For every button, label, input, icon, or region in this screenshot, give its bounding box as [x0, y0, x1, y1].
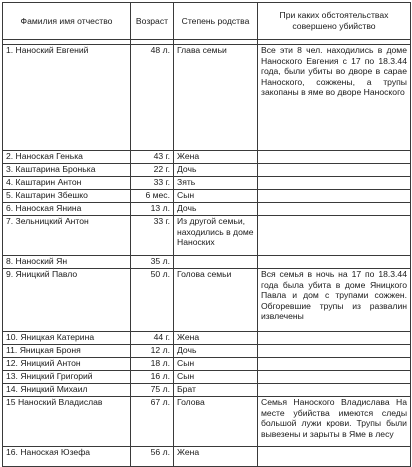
cell-circumstances — [258, 345, 411, 358]
cell-relation: Брат — [174, 384, 258, 397]
cell-age: 44 г. — [131, 332, 174, 345]
table-row — [3, 190, 411, 203]
table-row — [3, 45, 411, 151]
cell-relation: Жена — [174, 447, 258, 467]
table-row — [3, 151, 411, 164]
table-row — [3, 397, 411, 447]
table-row — [3, 216, 411, 256]
cell-circumstances — [258, 216, 411, 256]
cell-relation: Дочь — [174, 345, 258, 358]
cell-relation: Сын — [174, 371, 258, 384]
cell-circumstances: Вся семья в ночь на 17 по 18.3.44 года была убита в доме Яницкого Павла и дом с трупами сожжен. Обгоревшие трупы из развалин извлечены — [258, 269, 411, 332]
cell-relation: Голова семьи — [174, 269, 258, 332]
cell-name: 10. Яницкая Катерина — [3, 332, 131, 345]
cell-circumstances — [258, 332, 411, 345]
cell-name: 1. Наноский Евгений — [3, 45, 131, 151]
cell-circumstances — [258, 358, 411, 371]
cell-name: 7. Зельницкий Антон — [3, 216, 131, 256]
cell-name: 11. Яницкая Броня — [3, 345, 131, 358]
table-row — [3, 332, 411, 345]
table-row — [3, 447, 411, 467]
cell-name: 6. Наноская Янина — [3, 203, 131, 216]
cell-age: 16 л. — [131, 371, 174, 384]
cell-circumstances: Семья Наноского Владислава На месте убийства имеются следы большой лужи крови. Трупы были вывезены и зарыты в Яме в лесу — [258, 397, 411, 447]
cell-circumstances — [258, 190, 411, 203]
cell-circumstances — [258, 177, 411, 190]
table-row — [3, 384, 411, 397]
cell-relation: Из другой семьи, находились в доме Наноских — [174, 216, 258, 256]
cell-circumstances — [258, 384, 411, 397]
cell-circumstances — [258, 203, 411, 216]
header-name: Фамилия имя отчество — [3, 3, 131, 40]
cell-relation: Дочь — [174, 164, 258, 177]
cell-relation: Глава семьи — [174, 45, 258, 151]
cell-age: 33 г. — [131, 177, 174, 190]
cell-circumstances: Все эти 8 чел. находились в доме Наноского Евгения с 17 по 18.3.44 года, были убиты во дворе в сарае Наноского, сожжены, а трупы закопаны в яме во дворе Наноского — [258, 45, 411, 151]
cell-relation: Жена — [174, 151, 258, 164]
cell-relation: Жена — [174, 332, 258, 345]
cell-name: 12. Яницкий Антон — [3, 358, 131, 371]
table-row — [3, 269, 411, 332]
cell-circumstances — [258, 151, 411, 164]
header-age: Возраст — [131, 3, 174, 40]
cell-age: 18 л. — [131, 358, 174, 371]
cell-circumstances — [258, 371, 411, 384]
cell-age: 50 л. — [131, 269, 174, 332]
header-circumstances: При каких обстоятельствах совершено убийство — [258, 3, 411, 40]
cell-circumstances — [258, 447, 411, 467]
cell-circumstances — [258, 164, 411, 177]
cell-age: 13 л. — [131, 203, 174, 216]
cell-age: 6 мес. — [131, 190, 174, 203]
cell-age: 75 л. — [131, 384, 174, 397]
cell-name: 2. Наноская Генька — [3, 151, 131, 164]
cell-name: 16. Наноская Юзефа — [3, 447, 131, 467]
cell-age: 33 г. — [131, 216, 174, 256]
victims-table — [2, 2, 411, 467]
cell-name: 13. Яницкий Григорий — [3, 371, 131, 384]
cell-age: 12 л. — [131, 345, 174, 358]
cell-name: 15 Наноский Владислав — [3, 397, 131, 447]
cell-name: 4. Каштарин Антон — [3, 177, 131, 190]
header-relation: Степень родства — [174, 3, 258, 40]
cell-name: 5. Каштарин Збешко — [3, 190, 131, 203]
cell-age: 22 г. — [131, 164, 174, 177]
cell-age: 35 л. — [131, 256, 174, 269]
cell-relation: Сын — [174, 190, 258, 203]
cell-name: 8. Наноский Ян — [3, 256, 131, 269]
table-row — [3, 371, 411, 384]
table-row — [3, 256, 411, 269]
cell-relation — [174, 256, 258, 269]
cell-relation: Голова — [174, 397, 258, 447]
cell-age: 67 л. — [131, 397, 174, 447]
table-row — [3, 203, 411, 216]
header-row — [3, 3, 411, 40]
cell-name: 3. Каштарина Бронька — [3, 164, 131, 177]
cell-name: 9. Яницкий Павло — [3, 269, 131, 332]
cell-age: 48 л. — [131, 45, 174, 151]
table-row — [3, 345, 411, 358]
cell-relation: Зять — [174, 177, 258, 190]
cell-age: 43 г. — [131, 151, 174, 164]
cell-name: 14. Яницкий Михаил — [3, 384, 131, 397]
table-row — [3, 177, 411, 190]
cell-relation: Сын — [174, 358, 258, 371]
table-row — [3, 358, 411, 371]
cell-age: 56 л. — [131, 447, 174, 467]
cell-circumstances — [258, 256, 411, 269]
cell-relation: Дочь — [174, 203, 258, 216]
table-row — [3, 164, 411, 177]
